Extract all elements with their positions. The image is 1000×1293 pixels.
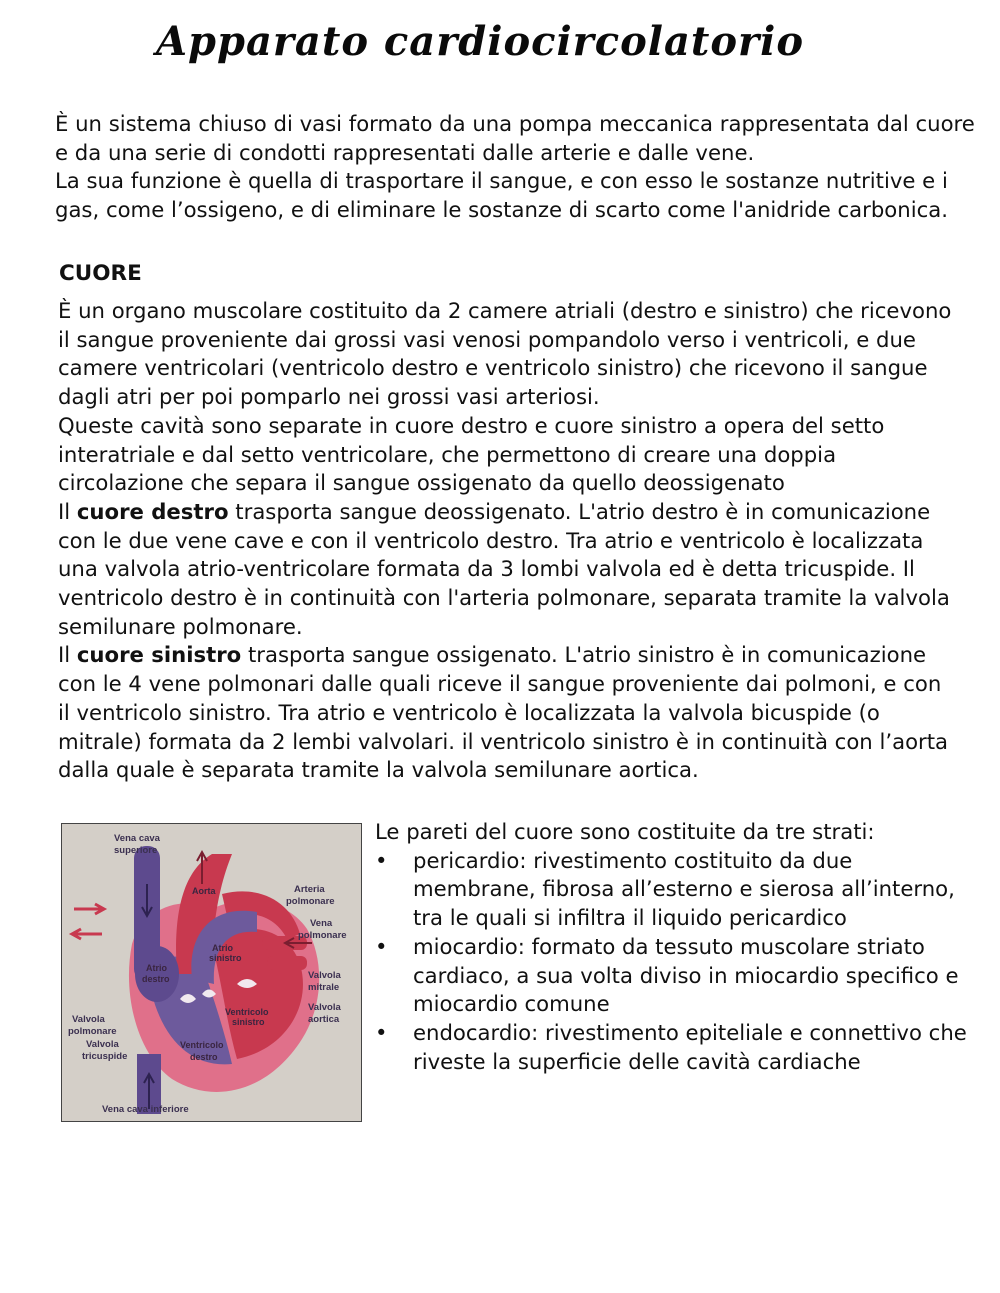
label-aortica-1: Valvola xyxy=(308,1002,341,1013)
right-heart-text: trasporta sangue deossigenato. L'atrio destro è in comunicazione con le due vene cave e con il ventricolo destro. Tra atrio e ventricolo è localizzata una valvola atrio-ventricolare formata da 3 lombi valvola ed è detta tricuspide. Il ventricolo destro è in continuità con l'arteria polmonare, separata tramite la valvola semilunare polmonare. xyxy=(58,498,950,639)
heart-text-1: È un organo muscolare costituito da 2 camere atriali (destro e sinistro) che ricevono il sangue proveniente dai grossi vasi venosi pompandolo verso i ventricoli, e due camere ventricolari (ventricolo destro e ventricolo sinistro) che ricevono il sangue dagli atri per poi pomparlo nei grossi vasi arteriosi. xyxy=(58,298,952,410)
layer-endocardio: endocardio: rivestimento epiteliale e connettivo che riveste la superficie delle cavità cardiache xyxy=(413,1019,967,1074)
left-heart-prefix: Il xyxy=(58,642,77,668)
label-atrio-sx-1: Atrio xyxy=(212,943,233,953)
left-heart-bold: cuore sinistro xyxy=(76,642,242,668)
flow-arrow-icon-6 xyxy=(72,929,102,939)
label-mitrale-1: Valvola xyxy=(308,970,341,981)
label-ventr-dx-1: Ventricolo xyxy=(180,1040,224,1050)
vena-polmonare-shape-2 xyxy=(267,956,307,970)
label-ventr-sx-1: Ventricolo xyxy=(225,1007,269,1017)
list-item xyxy=(375,847,975,933)
heart-layers-block xyxy=(375,818,975,1076)
flow-arrow-icon-5 xyxy=(74,904,104,914)
label-mitrale-2: mitrale xyxy=(308,982,340,993)
label-valv-polm-2: polmonare xyxy=(68,1026,117,1037)
label-aorta: Aorta xyxy=(192,886,216,896)
section-heading: CUORE xyxy=(59,261,142,286)
bullet-icon: • xyxy=(375,933,388,959)
label-vena-cava-sup-2: superiore xyxy=(114,845,158,856)
heart-paragraph xyxy=(58,297,958,785)
page-title: Apparato cardiocircolatorio xyxy=(155,18,805,65)
label-atrio-dx-1: Atrio xyxy=(146,963,167,973)
layer-pericardio: pericardio: rivestimento costituito da due membrane, fibrosa all’esterno e sierosa all’interno, tra le quali si infiltra il liquido pericardico xyxy=(413,847,955,931)
list-item xyxy=(375,933,975,1019)
label-arteria-2: polmonare xyxy=(286,896,335,907)
list-item xyxy=(375,1019,975,1076)
label-tricuspide-2: tricuspide xyxy=(82,1051,128,1062)
label-vena-polm-1: Vena xyxy=(310,918,333,929)
heart-text-2: Queste cavità sono separate in cuore destro e cuore sinistro a opera del setto interatriale e dal setto ventricolare, che permettono di creare una doppia circolazione che separa il sangue ossigenato da quello deossigenato xyxy=(58,412,885,496)
label-tricuspide-1: Valvola xyxy=(86,1039,119,1050)
label-valv-polm-1: Valvola xyxy=(72,1014,105,1025)
layers-intro: Le pareti del cuore sono costituite da tre strati: xyxy=(375,819,875,844)
intro-line-1: È un sistema chiuso di vasi formato da una pompa meccanica rappresentata dal cuore e da una serie di condotti rappresentati dalle arterie e dalle vene. xyxy=(55,111,975,165)
label-atrio-sx-2: sinistro xyxy=(209,953,242,963)
label-atrio-dx-2: destro xyxy=(142,974,170,984)
label-vena-cava-sup-1: Vena cava xyxy=(114,833,160,844)
intro-paragraph xyxy=(55,110,985,225)
label-vena-polm-2: polmonare xyxy=(298,930,347,941)
label-ventr-sx-2: sinistro xyxy=(232,1017,265,1027)
bullet-icon: • xyxy=(375,1019,388,1045)
left-heart-text: trasporta sangue ossigenato. L'atrio sinistro è in comunicazione con le 4 vene polmonari dalle quali riceve il sangue proveniente dai polmoni, e con il ventricolo sinistro. Tra atrio e ventricolo è localizzata la valvola bicuspide (o mitrale) formata da 2 lembi valvolari. il ventricolo sinistro è in continuità con l’aorta dalla quale è separata tramite la valvola semilunare aortica. xyxy=(58,642,949,783)
label-aortica-2: aortica xyxy=(308,1014,340,1025)
layers-list xyxy=(375,847,975,1077)
intro-line-2: La sua funzione è quella di trasportare il sangue, e con esso le sostanze nutritive e i gas, come l’ossigeno, e di eliminare le sostanze di scarto come l'anidride carbonica. xyxy=(55,168,948,223)
heart-diagram xyxy=(61,823,362,1122)
heart-diagram-svg xyxy=(62,824,360,1120)
layer-miocardio: miocardio: formato da tessuto muscolare striato cardiaco, a sua volta diviso in miocardio specifico e miocardio comune xyxy=(413,933,959,1017)
label-vena-cava-inf: Vena cava inferiore xyxy=(102,1104,189,1115)
label-ventr-dx-2: destro xyxy=(190,1052,218,1062)
label-arteria-1: Arteria xyxy=(294,884,325,895)
bullet-icon: • xyxy=(375,847,388,873)
right-heart-bold: cuore destro xyxy=(76,498,229,524)
right-heart-prefix: Il xyxy=(58,498,77,524)
